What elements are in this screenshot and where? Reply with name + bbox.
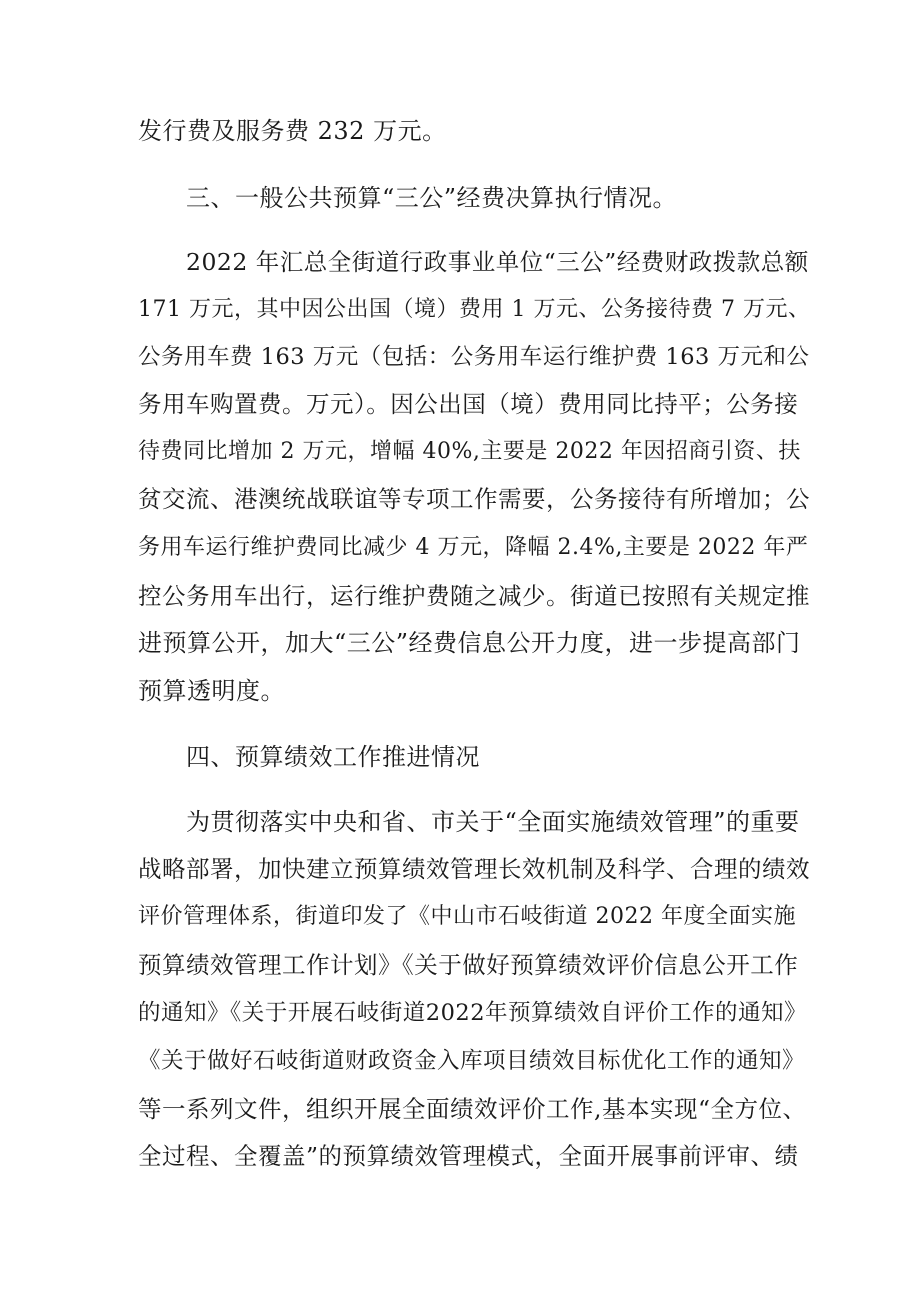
text-line: 171 万元，其中因公出国（境）费用 1 万元、公务接待费 7 万元、 [138,297,811,322]
section-heading: 四、预算绩效工作推进情况 [186,743,480,771]
text-line: 公务用车费 163 万元（包括：公务用车运行维护费 163 万元和公 [138,344,810,370]
text-line: 《关于做好石岐街道财政资金入库项目绩效目标优化工作的通知》 [138,1048,806,1074]
text-line: 控公务用车出行，运行维护费随之减少。街道已按照有关规定推 [138,582,810,610]
text-line: 待费同比增加 2 万元，增幅 40%,主要是 2022 年因招商引资、扶 [138,439,801,464]
text-line: 评价管理体系，街道印发了《中山市石岐街道 2022 年度全面实施 [138,904,796,929]
text-line: 预算绩效管理工作计划》《关于做好预算绩效评价信息公开工作 [138,951,799,979]
text-line: 全过程、全覆盖”的预算绩效管理模式，全面开展事前评审、绩 [138,1142,799,1170]
text-line: 务用车运行维护费同比减少 4 万元，降幅 2.4%,主要是 2022 年严 [138,535,809,560]
text-line: 2022 年汇总全街道行政事业单位“三公”经费财政拨款总额 [186,248,809,276]
text-line: 战略部署，加快建立预算绩效管理长效机制及科学、合理的绩效 [138,855,810,883]
section-heading: 三、一般公共预算“三公”经费决算执行情况。 [186,184,678,212]
text-line: 预算透明度。 [138,677,285,705]
text-line: 的通知》《关于开展石岐街道2022年预算绩效自评价工作的通知》 [138,1000,808,1026]
text-line: 等一系列文件，组织开展全面绩效评价工作,基本实现“全方位、 [138,1095,807,1123]
text-line: 务用车购置费。万元）。因公出国（境）费用同比持平；公务接 [138,390,799,418]
text-line: 为贯彻落实中央和省、市关于“全面实施绩效管理”的重要 [186,808,800,836]
text-line: 发行费及服务费 232 万元。 [138,117,447,145]
text-line: 贫交流、港澳统战联谊等专项工作需要，公务接待有所增加；公 [138,485,810,513]
text-line: 进预算公开，加大“三公”经费信息公开力度，进一步提高部门 [138,629,801,657]
